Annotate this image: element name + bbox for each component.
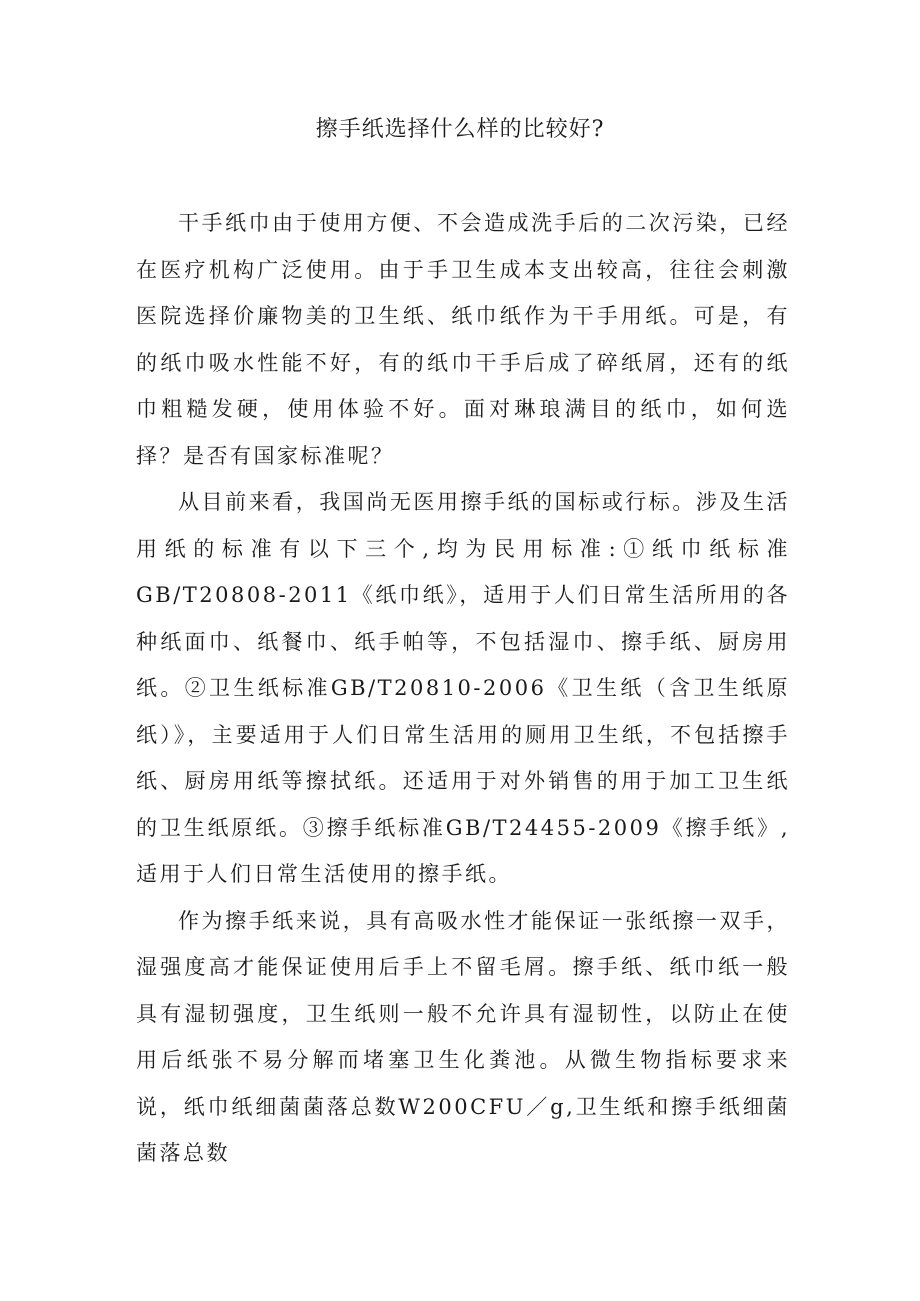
document-title: 擦手纸选择什么样的比较好? bbox=[315, 117, 605, 142]
paragraph-requirements: 作为擦手纸来说，具有高吸水性才能保证一张纸擦一双手，湿强度高才能保证使用后手上不留毛屑。擦手纸、纸巾纸一般具有湿韧强度，卫生纸则一般不允许具有湿韧性，以防止在使用后纸张不易分解而堵塞卫生化粪池。从微生物指标要求来说，纸巾纸细菌菌落总数W200CFU／g,卫生纸和擦手纸细菌菌落总数 bbox=[136, 908, 790, 1165]
paragraph-intro: 干手纸巾由于使用方便、不会造成洗手后的二次污染，已经在医疗机构广泛使用。由于手卫生成本支出较高，往往会刺激医院选择价廉物美的卫生纸、纸巾纸作为干手用纸。可是，有的纸巾吸水性能不好，有的纸巾干手后成了碎纸屑，还有的纸巾粗糙发硬，使用体验不好。面对琳琅满目的纸巾，如何选择？是否有国家标准呢？ bbox=[136, 211, 790, 468]
document-body bbox=[136, 200, 790, 1177]
paragraph-standards: 从目前来看，我国尚无医用擦手纸的国标或行标。涉及生活用纸的标准有以下三个,均为民用标准:①纸巾纸标准GB/T20808-2011《纸巾纸》，适用于人们日常生活所用的各种纸面巾、纸餐巾、纸手帕等，不包括湿巾、擦手纸、厨房用纸。②卫生纸标准GB/T20810-2006《卫生纸（含卫生纸原纸）》，主要适用于人们日常生活用的厕用卫生纸，不包括擦手纸、厨房用纸等擦拭纸。还适用于对外销售的用于加工卫生纸的卫生纸原纸。③擦手纸标准GB/T24455-2009《擦手纸》,适用于人们日常生活使用的擦手纸。 bbox=[136, 490, 790, 886]
